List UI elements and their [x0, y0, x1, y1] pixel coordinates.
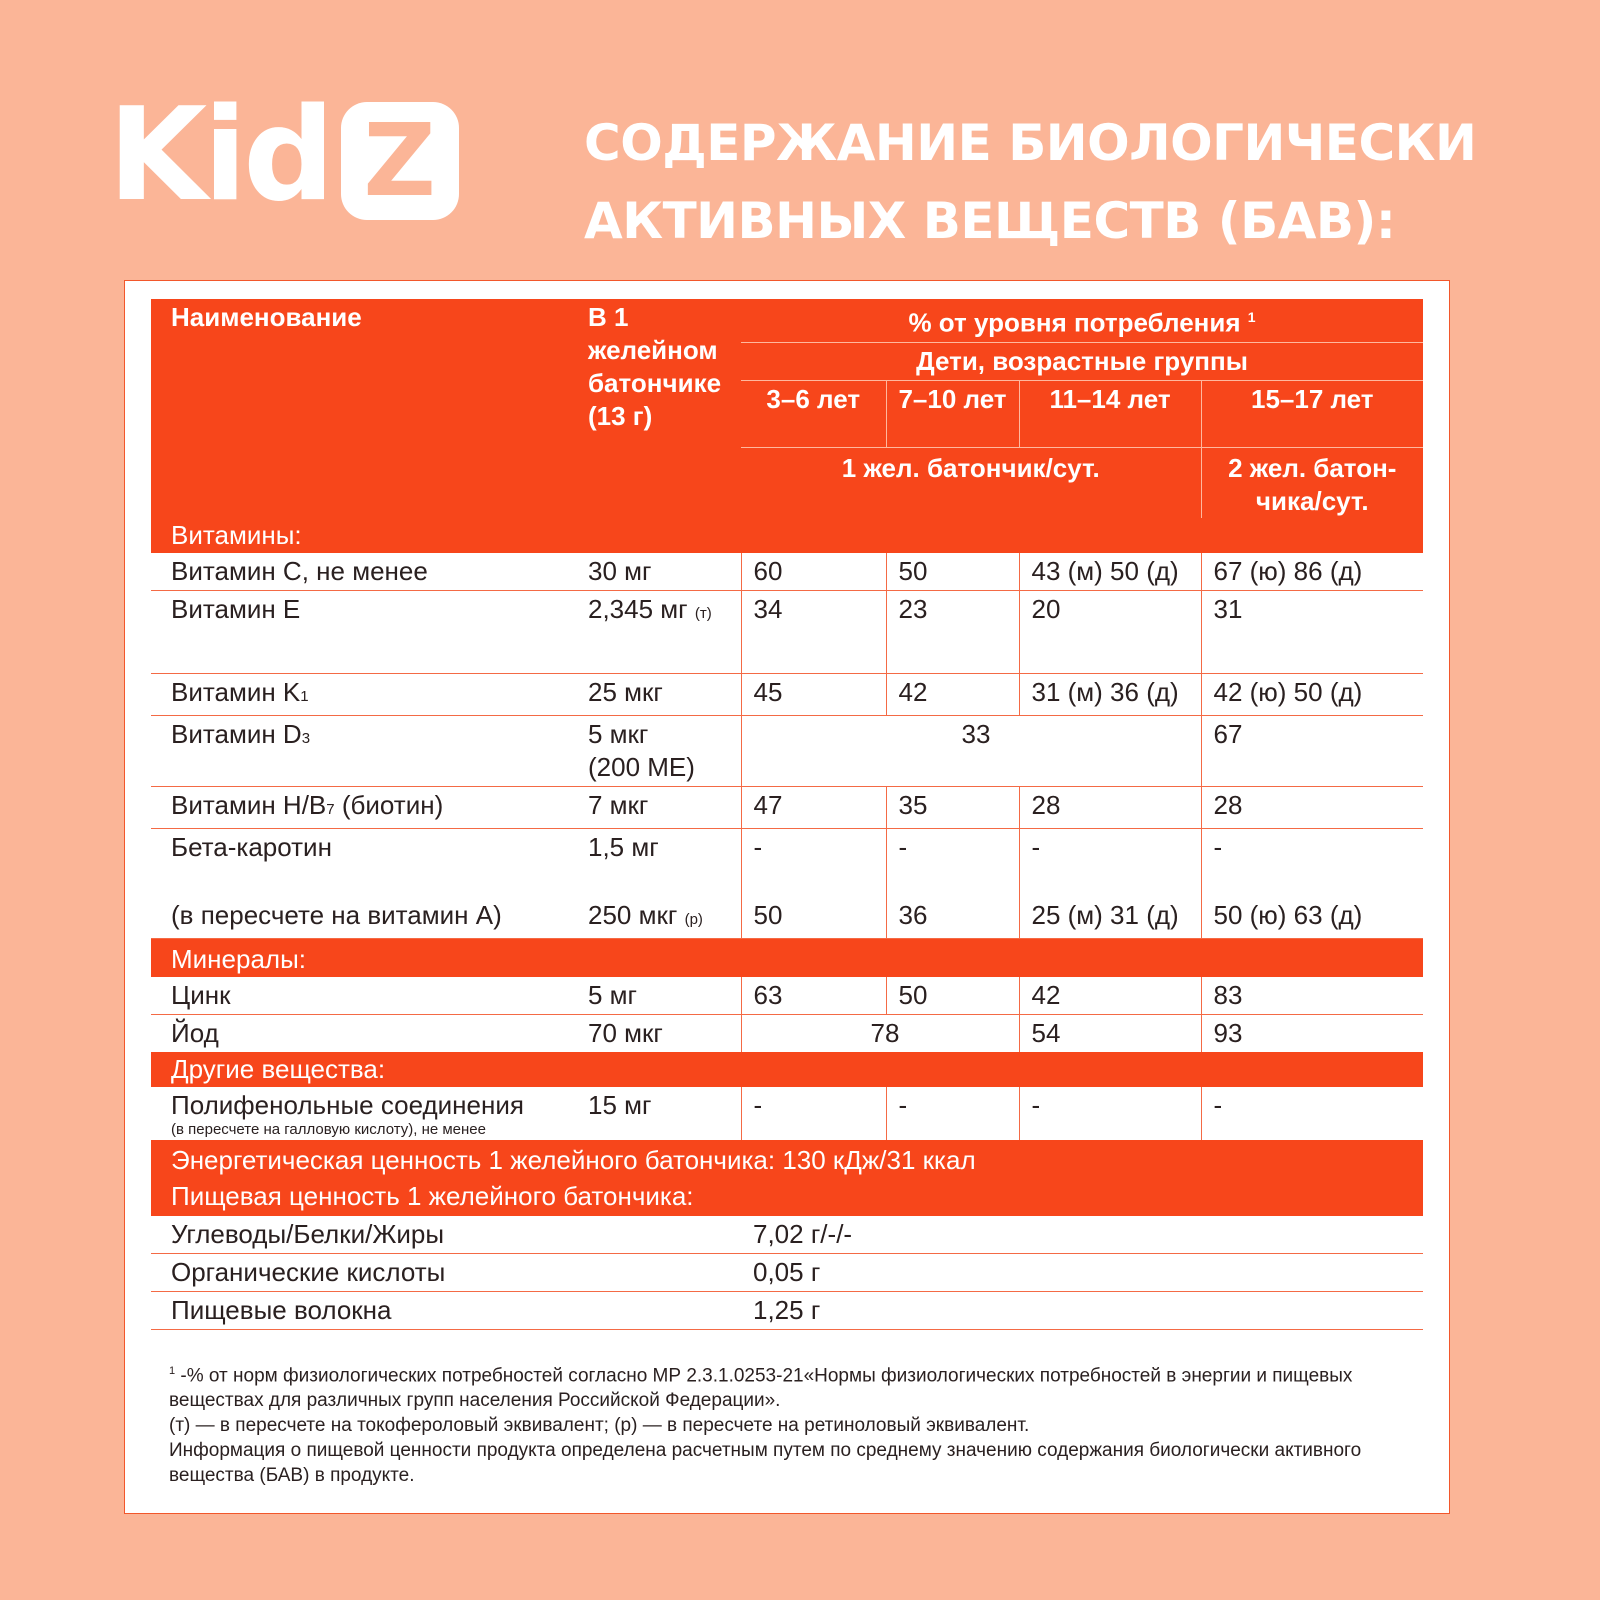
- row-name-sub: 3: [301, 729, 311, 747]
- page-title-line2: АКТИВНЫХ ВЕЩЕСТВ (БАВ):: [584, 192, 1396, 250]
- row-name: Витамин Е: [151, 590, 574, 673]
- row-value: -: [1201, 1087, 1423, 1140]
- row-value: 50: [886, 553, 1019, 591]
- nutrition-heading: Пищевая ценность 1 желейного батончика:: [171, 1180, 694, 1211]
- table-row: [151, 786, 1423, 828]
- table-row: [151, 977, 1423, 1015]
- logo-box-letter: Z: [363, 102, 436, 219]
- footnote-1: $^1$ -% от норм физиологических потребностей согласно МР 2.3.1.0253-21«Нормы физиологических потребностей в энергии и пищевых веществах для различных групп населения Российской Федерации».: [169, 1365, 1353, 1412]
- row-amount: 5 мг: [574, 977, 741, 1015]
- row-amount: 30 мг: [574, 553, 741, 591]
- row-value: 83: [1201, 977, 1423, 1015]
- table-row: [151, 1087, 1423, 1140]
- footnote-3: Информация о пищевой ценности продукта определена расчетным путем по среднему значению содержания биологически активного вещества (БАВ) в продукте.: [169, 1440, 1362, 1487]
- row-value: 23: [886, 590, 1019, 673]
- row-value: 28: [1019, 786, 1201, 828]
- nutrient-name: Органические кислоты: [151, 1253, 741, 1291]
- row-value: -: [886, 1087, 1019, 1140]
- table-row: [151, 715, 1423, 786]
- table-row: [151, 1253, 1423, 1291]
- table-row: [151, 1291, 1423, 1329]
- nutrient-value: 7,02 г/-/-: [741, 1216, 1423, 1254]
- nutrient-value: 0,05 г: [741, 1253, 1423, 1291]
- row-value: 43 (м) 50 (д): [1019, 553, 1201, 591]
- header-percent-sup: 1: [1247, 309, 1256, 325]
- row-amount: 15 мг: [588, 1089, 652, 1120]
- row-value: 54: [1019, 1014, 1201, 1052]
- nutrient-value: 1,25 г: [741, 1291, 1423, 1329]
- row-name: Полифенольные соединения (в пересчете на галловую кислоту), не менее: [151, 1087, 574, 1140]
- table-row: [151, 590, 1423, 673]
- row-name: Бета-каротин (в пересчете на витамин А): [151, 828, 574, 938]
- row-amount-mark: (т): [694, 604, 712, 622]
- row-value: 28: [1201, 786, 1423, 828]
- table-row: [151, 673, 1423, 715]
- logo-text: Kid: [108, 81, 331, 230]
- row-value: -: [1019, 1087, 1201, 1140]
- row-name: Витамин K1: [151, 673, 574, 715]
- row-name-note: (в пересчете на галловую кислоту), не менее: [171, 1120, 486, 1138]
- row-value: 67: [1201, 715, 1423, 786]
- row-value: - 36: [886, 828, 1019, 938]
- row-amount-mark: (р): [684, 910, 703, 928]
- header-age-3: 11–14 лет: [1019, 380, 1201, 447]
- row-value: -: [741, 1087, 886, 1140]
- row-value: 50: [886, 977, 1019, 1015]
- header-name: Наименование: [151, 299, 574, 518]
- row-value: 42 (ю) 50 (д): [1201, 673, 1423, 715]
- row-value: 35: [886, 786, 1019, 828]
- row-name-sub: 7: [326, 800, 335, 818]
- table-row: [151, 553, 1423, 591]
- row-value: 31 (м) 36 (д): [1019, 673, 1201, 715]
- row-name: Цинк: [151, 977, 574, 1015]
- header-age-1: 3–6 лет: [741, 380, 886, 447]
- row-value: - 50: [741, 828, 886, 938]
- row-name: Витамин Н/В7 (биотин): [151, 786, 574, 828]
- header-age-4: 15–17 лет: [1201, 380, 1423, 447]
- row-name-sub: 1: [300, 687, 309, 705]
- bav-table: [151, 299, 1423, 1330]
- row-name: Витамин D3: [151, 715, 574, 786]
- header-age-2: 7–10 лет: [886, 380, 1019, 447]
- kidz-logo: [108, 81, 459, 230]
- row-value: 60: [741, 553, 886, 591]
- page-title: [584, 104, 1564, 260]
- row-value: 93: [1201, 1014, 1423, 1052]
- row-amount: 1,5 мг 250 мкг (р): [574, 828, 741, 938]
- row-value: 63: [741, 977, 886, 1015]
- header-dose-2: 2 жел. батон-чика/сут.: [1201, 447, 1423, 518]
- row-value: 45: [741, 673, 886, 715]
- row-name-2: (в пересчете на витамин А): [171, 899, 502, 930]
- table-row: [151, 1014, 1423, 1052]
- header-percent: % от уровня потребления $^1$: [741, 299, 1423, 342]
- row-name: Витамин С, не менее: [151, 553, 574, 591]
- row-value: 31: [1201, 590, 1423, 673]
- row-value-merged: 33: [741, 715, 1201, 786]
- row-amount: 2,345 мг (т): [574, 590, 741, 673]
- row-name-tail: (биотин): [334, 789, 444, 820]
- header-dose-1: 1 жел. батончик/сут.: [741, 447, 1201, 518]
- nutrient-name: Пищевые волокна: [151, 1291, 741, 1329]
- nutrient-name: Углеводы/Белки/Жиры: [151, 1216, 741, 1254]
- table-row: [151, 828, 1423, 938]
- row-amount: 25 мкг: [574, 673, 741, 715]
- row-name: Йод: [171, 1017, 219, 1048]
- energy-value: Энергетическая ценность 1 желейного батончика: 130 кДж/31 ккал Пищевая ценность 1 желейного батончика:: [151, 1140, 1423, 1216]
- row-value: 47: [741, 786, 886, 828]
- section-vitamins: Витамины:: [151, 518, 1423, 553]
- row-amount: 70 мкг: [588, 1017, 663, 1048]
- row-value: - 25 (м) 31 (д): [1019, 828, 1201, 938]
- row-value: - 50 (ю) 63 (д): [1201, 828, 1423, 938]
- section-other: Другие вещества:: [151, 1052, 1423, 1087]
- row-amount: 7 мкг: [574, 786, 741, 828]
- row-value: 42: [886, 673, 1019, 715]
- content-panel: [124, 280, 1450, 1514]
- page-title-line1: СОДЕРЖАНИЕ БИОЛОГИЧЕСКИ: [584, 114, 1477, 172]
- header-amount: В 1 желейном батончике (13 г): [574, 299, 741, 518]
- header-children: Дети, возрастные группы: [741, 342, 1423, 380]
- footnote-2: (т) — в пересчете на токофероловый эквивалент; (р) — в пересчете на ретиноловый эквивалент.: [169, 1415, 1030, 1437]
- footnotes: [169, 1359, 1419, 1488]
- row-value-merged: 78: [741, 1014, 1019, 1052]
- row-amount-2: 250 мкг (р): [588, 899, 703, 930]
- footnote-sup: 1: [169, 1365, 176, 1377]
- row-value: 20: [1019, 590, 1201, 673]
- section-minerals: Минералы:: [151, 938, 1423, 977]
- row-amount: 5 мкг (200 МЕ): [574, 715, 741, 786]
- row-value: 67 (ю) 86 (д): [1201, 553, 1423, 591]
- logo-box: [341, 102, 459, 220]
- row-amount-2: (200 МЕ): [588, 751, 695, 782]
- row-value: 34: [741, 590, 886, 673]
- row-value: 42: [1019, 977, 1201, 1015]
- table-row: [151, 1216, 1423, 1254]
